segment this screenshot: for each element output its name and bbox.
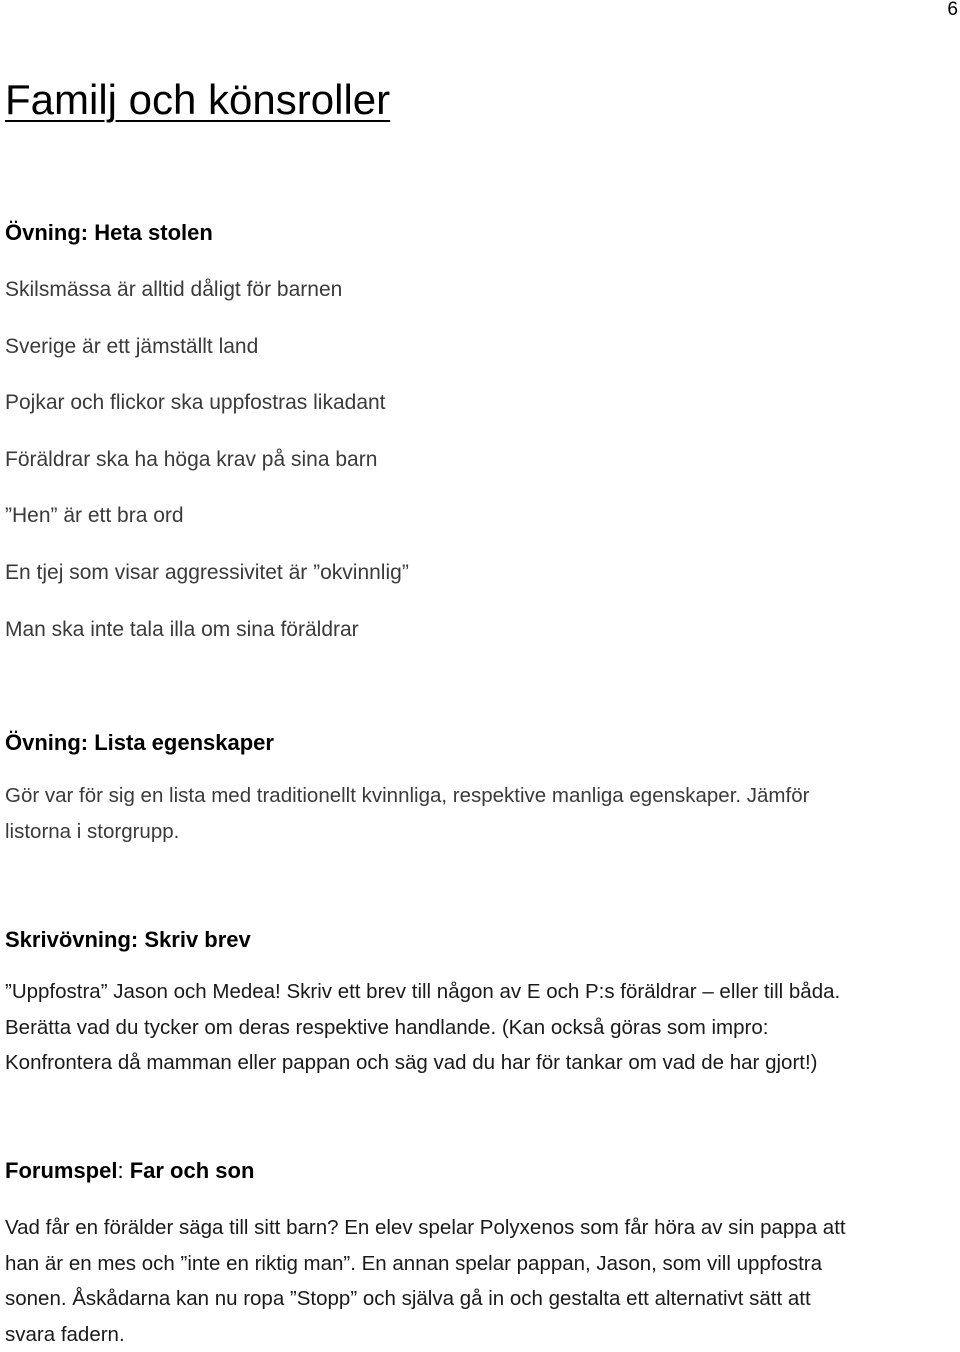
- statement-item: Pojkar och flickor ska uppfostras likadant: [5, 389, 386, 417]
- heading-separator: :: [117, 1158, 129, 1183]
- paragraph-line: Berätta vad du tycker om deras respektive handlande. (Kan också göras som impro:: [5, 1010, 953, 1046]
- page-title: Familj och könsroller: [5, 74, 390, 126]
- heading-part: Far och son: [130, 1158, 255, 1183]
- heading-part: Forumspel: [5, 1158, 117, 1183]
- paragraph-line: Konfrontera då mamman eller pappan och säg vad du har för tankar om vad de har gjort!): [5, 1045, 953, 1081]
- section-heading-forumspel: [5, 1157, 254, 1185]
- paragraph-line: sonen. Åskådarna kan nu ropa ”Stopp” och själva gå in och gestalta ett alternativt sätt att: [5, 1281, 953, 1317]
- page-number: 6: [947, 0, 958, 20]
- paragraph-line: svara fadern.: [5, 1317, 953, 1352]
- statement-item: ”Hen” är ett bra ord: [5, 502, 184, 530]
- paragraph-line: Vad får en förälder säga till sitt barn? En elev spelar Polyxenos som får höra av sin pappa att: [5, 1210, 953, 1246]
- paragraph-forumspel: [5, 1210, 953, 1352]
- paragraph-line: listorna i storgrupp.: [5, 814, 953, 850]
- statement-item: Man ska inte tala illa om sina föräldrar: [5, 616, 359, 644]
- paragraph-line: ”Uppfostra” Jason och Medea! Skriv ett brev till någon av E och P:s föräldrar – eller till båda.: [5, 974, 953, 1010]
- statement-item: Skilsmässa är alltid dåligt för barnen: [5, 276, 342, 304]
- paragraph-line: han är en mes och ”inte en riktig man”. En annan spelar pappan, Jason, som vill uppfostra: [5, 1246, 953, 1282]
- paragraph-skriv-brev: [5, 974, 953, 1081]
- paragraph-lista-egenskaper: [5, 778, 953, 849]
- section-heading-skriv-brev: Skrivövning: Skriv brev: [5, 926, 251, 954]
- statement-item: En tjej som visar aggressivitet är ”okvinnlig”: [5, 559, 409, 587]
- section-heading-lista-egenskaper: Övning: Lista egenskaper: [5, 729, 274, 757]
- paragraph-line: Gör var för sig en lista med traditionellt kvinnliga, respektive manliga egenskaper. Jämför: [5, 778, 953, 814]
- section-heading-heta-stolen: Övning: Heta stolen: [5, 219, 213, 247]
- statement-item: Sverige är ett jämställt land: [5, 333, 258, 361]
- statement-item: Föräldrar ska ha höga krav på sina barn: [5, 446, 377, 474]
